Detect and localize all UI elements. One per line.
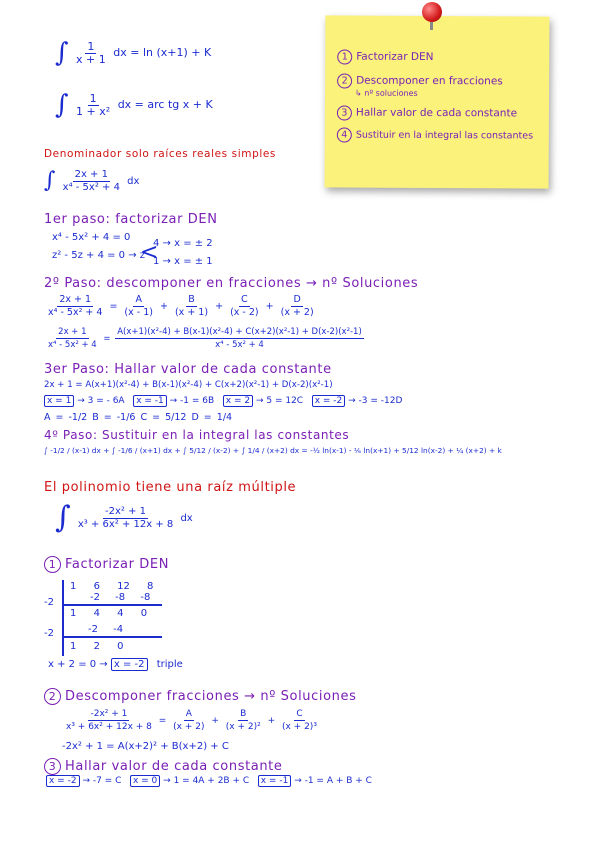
- ruffini-divisor-2: -2: [44, 628, 54, 639]
- x-value-box: x = -1: [258, 775, 292, 787]
- step1-line2: z² - 5z + 4 = 0 → z: [52, 250, 146, 261]
- integral-sign: ∫: [55, 90, 69, 120]
- ruffini-hline-2: [62, 636, 162, 638]
- section2-title: El polinomio tiene una raíz múltiple: [44, 480, 297, 495]
- s2-substitutions: x = -2 → -7 = C x = 0 → 1 = 4A + 2B + C x = -1 → -1 = A + B + C: [46, 776, 372, 786]
- step3-values: A = -1/2 B = -1/6 C = 5/12 D = 1/4: [44, 412, 233, 423]
- note-item-3: 3 Hallar valor de cada constante: [337, 105, 517, 121]
- x-value-box: x = 0: [130, 775, 160, 787]
- note-item-1: 1 Factorizar DEN: [337, 49, 433, 65]
- s2-equation: -2x² + 1 = A(x+2)² + B(x+2) + C: [62, 741, 229, 752]
- section1-title: Denominador solo raíces reales simples: [44, 148, 276, 160]
- ruffini-divisor-1: -2: [44, 597, 54, 608]
- step3-equation: 2x + 1 = A(x+1)(x²-4) + B(x-1)(x²-4) + C(x+2)(x²-1) + D(x-2)(x²-1): [44, 380, 333, 390]
- x-value-box: x = 2: [223, 395, 253, 407]
- fraction-den: x + 1: [76, 52, 106, 66]
- s2-step2-title: 2 Descomponer fracciones → nº Soluciones: [44, 688, 356, 705]
- integral-2: [55, 92, 213, 118]
- x-value-box: x = -1: [133, 395, 167, 407]
- ruffini-row-1: 1 6 12 8: [70, 581, 154, 592]
- step2-decomposition: $\frac{2x + 1}{\text{x⁴ - 5x² + 4}}$ = $\frac{A}{(x - 1)}$ + $\frac{B}{(x + 1)}$ + $\frac{C}{(x - 2)}$ + $\frac{D}{(x + 2)}$: [48, 294, 314, 318]
- s2-step3-title: 3 Hallar valor de cada constante: [44, 758, 282, 775]
- integral-sign: ∫: [55, 38, 69, 68]
- note-item-2: 2 Descomponer en fracciones: [337, 73, 503, 89]
- ruffini-row-2: -2 -8 -8: [90, 592, 151, 603]
- ruffini-row-3: 1 4 4 0: [70, 608, 148, 619]
- integral-sign: ∫: [44, 168, 56, 193]
- step1-line1: x⁴ - 5x² + 4 = 0: [52, 232, 131, 243]
- s2-step1-title: 1 Factorizar DEN: [44, 556, 169, 573]
- step1-root-a: 4 → x = ± 2: [153, 238, 213, 249]
- brace: <: [140, 240, 159, 265]
- integral-result: dx = arc tg x + K: [117, 98, 213, 111]
- integral-1: [55, 40, 211, 66]
- step4-expression: ∫ -1/2 / (x-1) dx + ∫ -1/6 / (x+1) dx + ∫ 5/12 / (x-2) + ∫ 1/4 / (x+2) dx = -½ ln(x-1) - ⅙ ln(x+1) + 5/12 ln(x-2) + ¼ (x+2) + k: [44, 446, 502, 455]
- ruffini-row-5: 1 2 0: [70, 641, 124, 652]
- integral-sign: ∫: [55, 500, 71, 535]
- step1-root-b: 1 → x = ± 1: [153, 256, 213, 267]
- step3-substitutions: x = 1 → 3 = - 6A x = -1 → -1 = 6B x = 2 → 5 = 12C x = -2 → -3 = -12D: [44, 396, 402, 406]
- step3-title: 3er Paso: Hallar valor de cada constante: [44, 362, 332, 377]
- step1-title: 1er paso: factorizar DEN: [44, 212, 218, 227]
- fraction-num: 1: [89, 91, 97, 105]
- fraction-den: 1 + x²: [76, 104, 111, 118]
- sticky-note: [325, 15, 550, 188]
- step2-title: 2º Paso: descomponer en fracciones → nº Soluciones: [44, 276, 419, 291]
- ruffini-hline-1: [62, 604, 162, 606]
- ruffini-row-4: -2 -4: [88, 624, 124, 635]
- ruffini-vertical-line: [62, 580, 64, 656]
- integral-result: dx = ln (x+1) + K: [113, 46, 212, 59]
- x-value-box: x = -2: [312, 395, 346, 407]
- x-value-box: x = -2: [46, 775, 80, 787]
- section1-integral: ∫ $\frac{2x + 1}{\text{x⁴ - 5x² + 4}}$ dx: [44, 168, 140, 193]
- s2-decomposition: $\frac{\text{-2x² + 1}}{\text{x³ + 6x² + 12x + 8}}$ = $\frac{A}{(x + 2)}$ + $\frac{B}{\text{(x + 2)²}}$ + $\frac{C}{\text{(x + 2)³}}$: [66, 709, 317, 732]
- note-item-2-sub: ↳ nº soluciones: [355, 88, 418, 98]
- root-line: x + 2 = 0 → x = -2 triple: [48, 659, 183, 670]
- section2-integral: ∫ $\frac{\text{-2x² + 1}}{\text{x³ + 6x² + 12x + 8}}$ dx: [55, 500, 193, 535]
- x-value-box: x = 1: [44, 395, 74, 407]
- root-box: x = -2: [111, 658, 148, 671]
- fraction-num: 1: [87, 39, 95, 53]
- step2-combined: $\frac{2x + 1}{\text{x⁴ - 5x² + 4}}$ = $\frac{\text{A(x+1)(x²-4) + B(x-1)(x²-4) + C(x+2)(x²-1) + D(x-2)(x²-1)}}{\text{x⁴ - 5x² + 4}}$: [48, 327, 362, 350]
- step4-title: 4º Paso: Sustituir en la integral las constantes: [44, 428, 350, 442]
- note-item-4: 4 Sustituir en la integral las constantes: [337, 127, 533, 143]
- pushpin-icon: [422, 2, 442, 22]
